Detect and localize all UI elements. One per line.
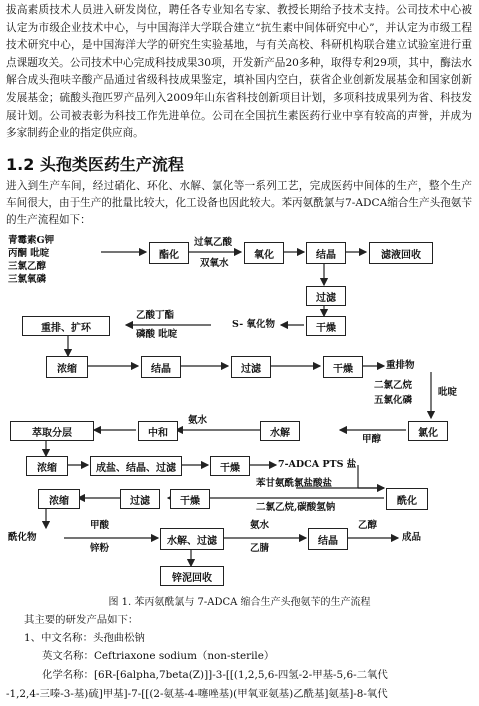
reagent-ethanol: 乙醇 (358, 520, 378, 531)
step-crystallize-1: 结晶 (306, 242, 346, 264)
step-neutralize: 中和 (138, 421, 178, 441)
step-dry-3: 干燥 (210, 456, 250, 476)
step-concentrate-3: 浓缩 (38, 489, 80, 509)
intermediate-acylated: 酰化物 (8, 532, 37, 543)
step-filter-2: 过滤 (231, 356, 271, 378)
reagent-butyl-acetate: 乙酸丁酯 (136, 310, 175, 321)
raw-materials: 青霉素G钾 丙酮 吡啶 三氯乙醇 三氯氧磷 (8, 235, 55, 285)
reagent-pyridine: 吡啶 (438, 387, 458, 398)
intermediate-7-adca-pts: 7-ADCA PTS 盐 (278, 459, 357, 470)
step-chlorination: 氯化 (408, 421, 448, 441)
step-hydrolysis-filter: 水解、过滤 (160, 528, 224, 550)
section-paragraph: 进入到生产车间，经过硝化、环化、水解、氯化等一系列工艺，完成医药中间体的生产，整个生产车间很大，由于生产的批量比较大，化工设备也因此较大。苯丙氨酰氯与7-ADCA缩合生产头孢氨苄的生产流程如下： (6, 180, 472, 226)
section-title: 1.2 头孢类医药生产流程 (6, 155, 184, 174)
step-rearrange: 重排、扩环 (22, 316, 110, 336)
figure-caption: 图 1. 苯丙氨酰氯与 7-ADCA 缩合生产头孢氨苄的生产流程 (108, 597, 371, 608)
reagent-pcl5: 五氯化磷 (374, 395, 413, 406)
reagent-methanol: 甲醇 (362, 434, 382, 445)
text-line-2: 1、中文名称：头孢曲松钠 (24, 632, 145, 644)
step-oxidation: 氧化 (244, 242, 284, 264)
reagent-phosphoric-pyridine: 磷酸 吡啶 (136, 329, 178, 340)
step-salt-crystal-filter: 成盐、结晶、过滤 (90, 456, 182, 476)
step-acylation-2: 酰化 (386, 488, 428, 510)
step-filter-1: 过滤 (306, 286, 346, 306)
reagent-phenylglycine-chloride: 苯甘氨酰氯盐酸盐 (256, 478, 333, 489)
intermediate-rearranged: 重排物 (386, 360, 415, 371)
step-dry-1: 干燥 (306, 316, 346, 336)
reagent-formic-acid: 甲酸 (90, 520, 110, 531)
step-crystallize-2: 结晶 (141, 356, 181, 378)
text-line-4: 化学名称：[6R-[6alpha,7beta(Z)]]-3-[[(1,2,5,6-四氢-2-甲基-5,6-二氧代 (42, 669, 388, 681)
step-hydrolysis: 水解 (260, 421, 300, 441)
step-filter-3: 过滤 (120, 489, 160, 509)
reagent-dichloroethane: 二氯乙烷 (374, 380, 413, 391)
reagent-h2o2: 双氧水 (200, 258, 229, 269)
reagent-peracetic-acid: 过氧乙酸 (194, 237, 233, 248)
intermediate-s-oxide: S- 氧化物 (232, 319, 275, 330)
reagent-ammonia-water: 氨水 (188, 415, 208, 426)
reagent-zinc-powder: 锌粉 (90, 543, 110, 554)
step-concentrate-2: 浓缩 (26, 456, 68, 476)
reagent-dichloroethane-nahco3: 二氯乙烷,碳酸氢钠 (256, 502, 336, 513)
text-line-5: -1,2,4-三嗪-3-基)硫]甲基]-7-[[(2-氨基-4-噻唑基)(甲氧亚氨基)乙酰基]氨基]-8-氧代 (6, 688, 388, 700)
text-line-1: 其主要的研发产品如下： (24, 614, 139, 626)
step-concentrate-1: 浓缩 (46, 356, 88, 378)
intro-paragraph: 拔高素质技术人员进入研发岗位，聘任各专业知名专家、教授长期给予技术支持。公司技术中心被认定为市级企业技术中心，与中国海洋大学联合建立“抗生素中间体研究中心”，并认定为市级工程技术研究中心，是中国海洋大学的研究生实验基地，与有关高校、科研机构联合建立试验室进行重点课题攻关。公司技术中心完成科技成果30项，开发新产品20多种，取得专利29项，其中，酶法水解合成头孢呋辛酸产品通过省级科技成果鉴定，填补国内空白，获省企业创新发展基金和国家创新发展基金；硫酸头孢匹罗产品列入2009年山东省科技创新项目计划，多项科技成果列为省、科技发展计划。公司被表彰为科技工作先进单位。公司在全国抗生素医药行业中享有较高的声誉，并成为多家制药企业的指定供应商。 (6, 4, 472, 140)
reagent-ammonia-2: 氨水 (250, 520, 270, 531)
step-dry-2: 干燥 (323, 356, 363, 378)
process-flowchart (6, 232, 472, 590)
step-zinc-recovery: 锌泥回收 (160, 566, 224, 586)
reagent-acetonitrile: 乙腈 (250, 543, 270, 554)
final-product: 成品 (402, 532, 422, 543)
step-dry-4: 干燥 (170, 489, 210, 509)
step-acylation: 酯化 (149, 242, 189, 264)
step-extract: 萃取分层 (10, 421, 94, 441)
step-crystallize-3: 结晶 (308, 528, 348, 550)
text-line-3: 英文名称：Ceftriaxone sodium（non-sterile） (42, 650, 275, 662)
step-filtrate-recovery: 滤液回收 (369, 242, 433, 264)
